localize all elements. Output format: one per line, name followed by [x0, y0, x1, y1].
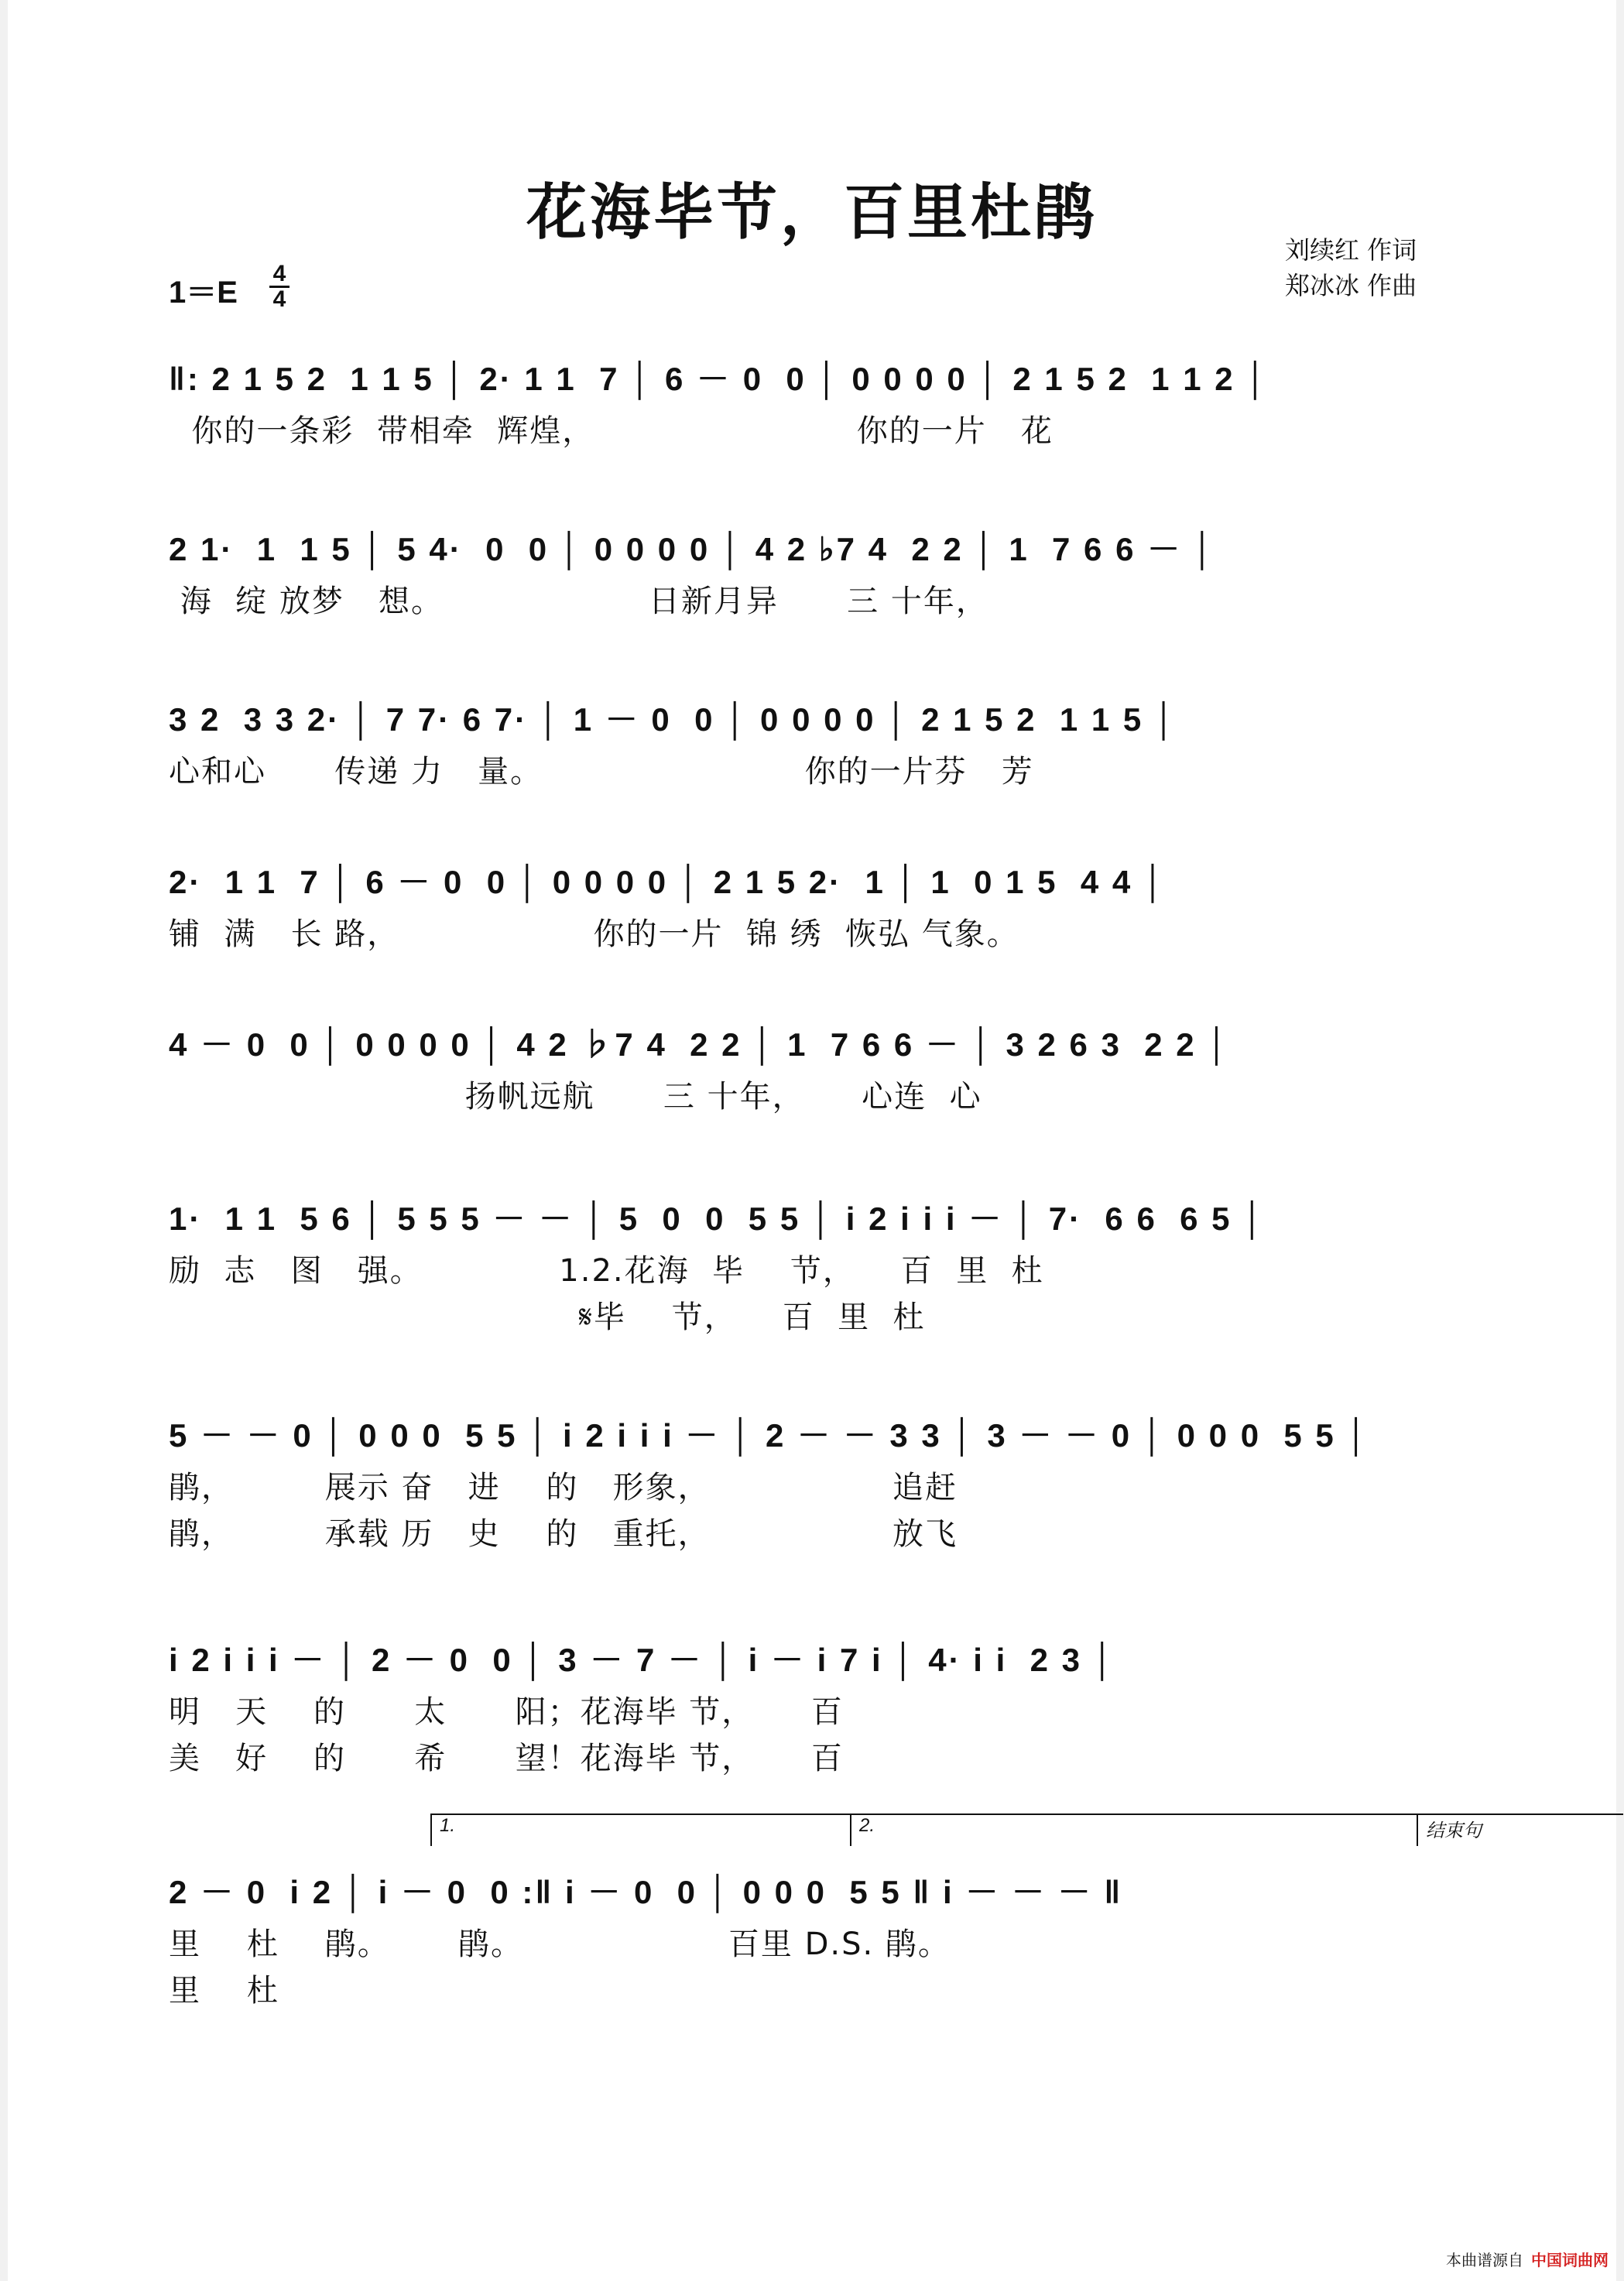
notation-line: 3 2 3 3 2· │ 7 7· 6 7· │ 1 － 0 0 │ 0 0 0 0 │ 2 1 5 2 1 1 5 │ — [169, 701, 1178, 738]
lyric-line-2: 美 好 的 希 望！花海毕 节， 百 — [169, 1741, 844, 1776]
key-signature: 1＝E — [169, 276, 238, 310]
notation-line: 2 1· 1 1 5 │ 5 4· 0 0 │ 0 0 0 0 │ 4 2 ♭7 4 2 2 │ 1 7 6 6 － │ — [169, 531, 1217, 567]
lyric-line-1: 扬帆远航 三 十年， 心连 心 — [169, 1079, 982, 1115]
right-margin-strip — [1616, 0, 1624, 2281]
credits — [1285, 232, 1417, 303]
notation-line: 2 － 0 i 2 │ i － 0 0 :‖ i － 0 0 │ 0 0 0 5 5 ‖ i － － － ‖ — [169, 1874, 1123, 1910]
time-signature-top: 4 — [272, 261, 286, 286]
time-signature — [269, 263, 290, 310]
lyric-line-1: 铺 满 长 路， 你的一片 锦 绣 恢弘 气象。 — [169, 916, 1019, 952]
notation-line: 1· 1 1 5 6 │ 5 5 5 － － │ 5 0 0 5 5 │ i 2 i i i － │ 7· 6 6 6 5 │ — [169, 1200, 1266, 1237]
footer-source — [1446, 2248, 1609, 2270]
notation-line: ‖: 2 1 5 2 1 1 5 │ 2· 1 1 7 │ 6 － 0 0 │ 0 0 0 0 │ 2 1 5 2 1 1 2 │ — [169, 361, 1269, 397]
notation-line: 4 － 0 0 │ 0 0 0 0 │ 4 2 ♭7 4 2 2 │ 1 7 6 6 － │ 3 2 6 3 2 2 │ — [169, 1026, 1231, 1063]
left-margin-strip — [0, 0, 8, 2281]
lyric-line-1: 里 杜 鹃。 鹃。 百里 D.S. 鹃。 — [169, 1927, 951, 1962]
lyric-line-2: 鹃， 承载 历 史 的 重托， 放飞 — [169, 1516, 958, 1552]
footer-source-text: 本曲谱源自 — [1446, 2251, 1523, 2269]
volta-second-ending: 2. — [850, 1813, 1417, 1846]
lyricist-credit: 刘续红 作词 — [1285, 235, 1417, 265]
time-signature-bottom: 4 — [272, 286, 286, 312]
lyric-line-2: 𝄋毕 节， 百 里 杜 — [169, 1300, 926, 1335]
lyric-line-1: 海 绽 放梦 想。 日新月异 三 十年， — [169, 584, 988, 619]
footer-brand-link[interactable]: 中国词曲网 — [1531, 2251, 1609, 2269]
lyric-line-1: 你的一条彩 带相牵 辉煌， 你的一片 花 — [169, 413, 1054, 449]
lyric-line-1: 心和心 传递 力 量。 你的一片芬 芳 — [169, 754, 1034, 789]
composer-credit: 郑冰冰 作曲 — [1285, 271, 1417, 300]
lyric-line-1: 励 志 图 强。 1.2.花海 毕 节， 百 里 杜 — [169, 1253, 1044, 1289]
coda-label: 结束句 — [1417, 1813, 1623, 1846]
notation-line: 2· 1 1 7 │ 6 － 0 0 │ 0 0 0 0 │ 2 1 5 2· 1 │ 1 0 1 5 4 4 │ — [169, 864, 1167, 900]
lyric-line-1: 明 天 的 太 阳；花海毕 节， 百 — [169, 1694, 844, 1730]
song-title: 花海毕节，百里杜鹃 — [526, 177, 1098, 248]
volta-first-ending: 1. — [430, 1813, 850, 1846]
lyric-line-1: 鹃， 展示 奋 进 的 形象， 追赶 — [169, 1470, 958, 1505]
notation-line: 5 － － 0 │ 0 0 0 5 5 │ i 2 i i i － │ 2 － － 3 3 │ 3 － － 0 │ 0 0 0 5 5 │ — [169, 1417, 1370, 1454]
lyric-line-2: 里 杜 — [169, 1973, 279, 2009]
notation-line: i 2 i i i － │ 2 － 0 0 │ 3 － 7 － │ i － i 7 i │ 4· i i 2 3 │ — [169, 1642, 1116, 1678]
